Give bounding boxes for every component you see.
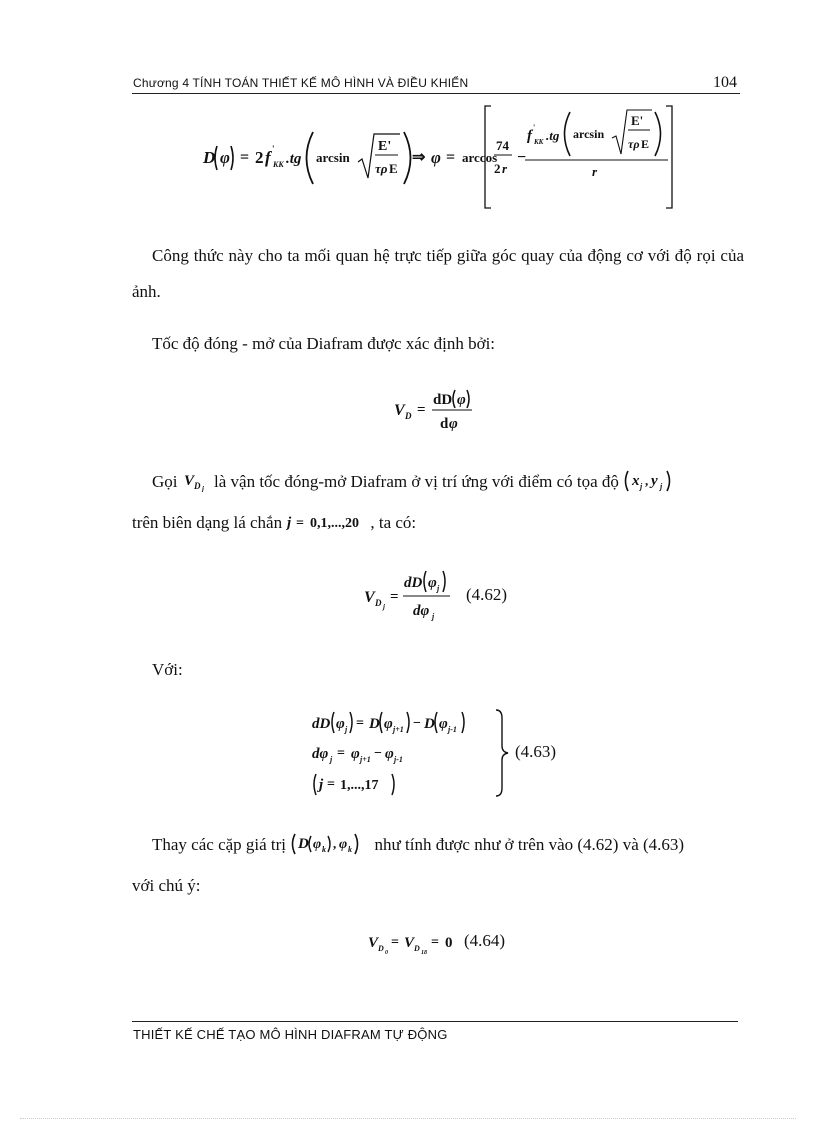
text-van-toc: là vận tốc đóng-mở Diafram ở vị trí ứng với điểm có tọa độ — [209, 472, 624, 491]
svg-text:arcsin: arcsin — [316, 150, 350, 165]
svg-text:=: = — [391, 935, 399, 950]
svg-text:.tg: .tg — [286, 151, 302, 167]
page-bottom-border — [20, 1118, 796, 1119]
text-ta-co: , ta có: — [370, 513, 417, 532]
svg-text:E: E — [389, 161, 398, 176]
svg-text:E': E' — [631, 113, 644, 128]
svg-text:φ: φ — [313, 837, 322, 852]
svg-text:φ: φ — [385, 746, 394, 762]
svg-text:φ: φ — [428, 575, 437, 591]
svg-text:D: D — [414, 944, 420, 953]
svg-text:E': E' — [378, 139, 392, 154]
paragraph-with: Với: — [152, 660, 183, 679]
text-nhu-tinh-duoc: như tính được như ở trên vào (4.62) và (4.63) — [370, 835, 685, 854]
inline-math-pair — [290, 831, 370, 857]
svg-text:KK: KK — [534, 138, 544, 146]
text-tren-bien-dang: trên biên dạng lá chắn — [132, 513, 287, 532]
svg-text:V: V — [394, 402, 405, 419]
footer-title: THIẾT KẾ CHẾ TẠO MÔ HÌNH DIAFRAM TỰ ĐỘNG — [133, 1027, 448, 1042]
page-number: 104 — [713, 74, 737, 91]
svg-text:0: 0 — [385, 950, 388, 956]
equation-number-4-63: (4.63) — [515, 742, 557, 761]
svg-text:=: = — [390, 589, 399, 605]
equation-4-62 — [362, 566, 462, 626]
svg-text:−: − — [374, 746, 382, 761]
svg-text:j+1: j+1 — [360, 755, 371, 764]
svg-text:d: d — [440, 416, 449, 432]
svg-text:k: k — [348, 845, 353, 854]
svg-text:k: k — [322, 845, 327, 854]
svg-text:f: f — [527, 128, 532, 144]
svg-text:j: j — [660, 482, 663, 491]
svg-text:D: D — [424, 716, 435, 732]
equation-vd-definition — [392, 384, 492, 436]
svg-text:=: = — [337, 746, 345, 761]
svg-text:': ' — [533, 123, 536, 132]
svg-text:−: − — [413, 716, 421, 731]
svg-text:j: j — [345, 725, 348, 734]
header-rule — [132, 93, 740, 94]
svg-text:=: = — [446, 149, 456, 166]
inline-math-j-range — [286, 511, 370, 533]
svg-text:dD: dD — [404, 575, 423, 591]
svg-text:arcsin: arcsin — [573, 127, 605, 141]
svg-text:D: D — [405, 411, 412, 421]
equation-number-4-64: (4.64) — [464, 931, 506, 950]
svg-text:f: f — [265, 148, 271, 167]
svg-text:E: E — [641, 137, 650, 151]
svg-text:0,1,...,20: 0,1,...,20 — [310, 516, 360, 531]
paragraph-relationship: Công thức này cho ta mối quan hệ trực tiếp giữa góc quay của động cơ với độ rọi của ảnh. — [132, 246, 744, 301]
svg-text:V: V — [404, 935, 415, 951]
svg-text:j: j — [640, 482, 643, 491]
text-thay-cac-cap: Thay các cặp giá trị — [152, 835, 291, 854]
svg-text:y: y — [651, 473, 658, 489]
svg-text:0: 0 — [445, 935, 453, 951]
svg-text:φ: φ — [439, 716, 448, 732]
svg-text:D: D — [375, 598, 382, 608]
svg-text:1,...,17: 1,...,17 — [340, 778, 379, 793]
svg-text:j-1: j-1 — [394, 755, 403, 764]
svg-text:j+1: j+1 — [393, 725, 404, 734]
svg-text:.tg: .tg — [546, 128, 560, 143]
svg-text:φ: φ — [449, 416, 458, 432]
svg-text:φ: φ — [336, 716, 345, 732]
paragraph-profile-j — [132, 505, 416, 541]
paragraph-speed-intro: Tốc độ đóng - mở của Diafram được xác định bởi: — [152, 334, 496, 353]
inline-math-vdj — [182, 470, 210, 492]
svg-text:V: V — [183, 473, 194, 489]
svg-text:dD: dD — [312, 716, 331, 732]
svg-text:φ: φ — [339, 837, 348, 852]
svg-text:dD: dD — [433, 392, 453, 408]
equation-d-phi-arccos — [200, 100, 680, 215]
svg-text:74: 74 — [496, 138, 509, 153]
svg-text:j: j — [201, 485, 204, 492]
svg-text:=: = — [240, 149, 250, 166]
svg-text:2: 2 — [494, 161, 501, 176]
svg-text:V: V — [368, 935, 379, 951]
svg-text:x: x — [632, 473, 640, 489]
svg-text:dφ: dφ — [312, 746, 329, 762]
svg-text:φ: φ — [351, 746, 360, 762]
svg-text:φ: φ — [384, 716, 393, 732]
svg-text:j: j — [330, 755, 333, 764]
svg-text:D: D — [203, 148, 216, 167]
svg-text:,: , — [645, 473, 649, 488]
svg-text:r: r — [592, 164, 598, 179]
svg-text:V: V — [364, 589, 375, 606]
svg-text:r: r — [502, 161, 508, 176]
svg-text:φ: φ — [431, 148, 441, 167]
svg-text:D: D — [369, 716, 380, 732]
svg-text:KK: KK — [273, 160, 284, 169]
svg-text:=: = — [417, 402, 426, 418]
svg-text:=: = — [431, 935, 439, 950]
svg-text:j: j — [432, 612, 435, 621]
svg-text:j: j — [383, 603, 385, 611]
svg-text:D: D — [298, 836, 310, 852]
svg-text:⇒: ⇒ — [412, 149, 426, 166]
svg-text:=: = — [296, 516, 305, 531]
svg-text:dφ: dφ — [413, 603, 430, 619]
svg-text:arccos: arccos — [462, 150, 498, 165]
svg-text:j: j — [319, 777, 324, 793]
svg-text:D: D — [193, 481, 201, 491]
inline-math-xy — [623, 468, 681, 494]
svg-text:,: , — [333, 836, 337, 851]
svg-text:φ: φ — [457, 392, 466, 408]
svg-text:=: = — [356, 716, 364, 731]
svg-text:18: 18 — [421, 950, 427, 956]
svg-text:j-1: j-1 — [448, 725, 457, 734]
svg-text:D: D — [378, 944, 384, 953]
svg-text:φ: φ — [220, 148, 230, 167]
paragraph-note: với chú ý: — [132, 876, 201, 895]
svg-text:j: j — [437, 584, 440, 593]
chapter-header: Chương 4 TÍNH TOÁN THIẾT KẾ MÔ HÌNH VÀ ĐIỀU KHIỂN — [133, 76, 469, 90]
svg-text:=: = — [327, 777, 335, 792]
equation-number-4-62: (4.62) — [466, 585, 508, 604]
text-goi: Gọi — [152, 472, 182, 491]
svg-text:τρ: τρ — [628, 137, 640, 151]
paragraph-substitute — [152, 827, 752, 863]
equation-system-4-63 — [310, 706, 510, 802]
svg-text:j: j — [287, 515, 292, 531]
paragraph-call-vdj — [152, 464, 752, 500]
svg-text:2: 2 — [255, 148, 264, 167]
svg-text:−: − — [517, 149, 527, 166]
svg-text:': ' — [272, 144, 275, 154]
svg-text:τρ: τρ — [375, 161, 388, 176]
equation-4-64 — [366, 928, 462, 958]
footer-rule — [132, 1021, 738, 1022]
